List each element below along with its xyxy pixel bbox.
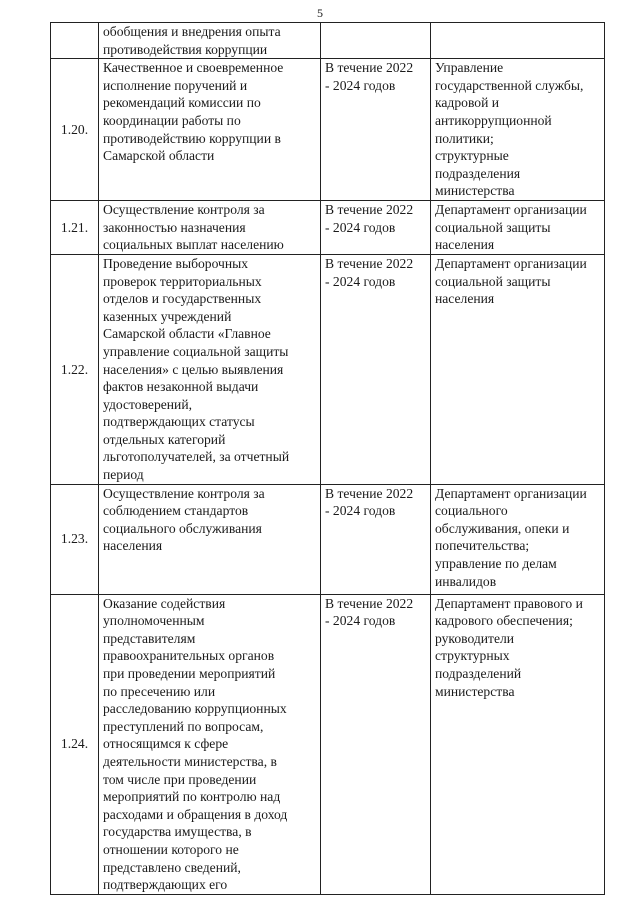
- responsible-unit-line: кадровой и: [435, 95, 500, 111]
- item-number: 1.22.: [51, 254, 99, 484]
- measure-description-line: фактов незаконной выдачи: [103, 379, 259, 395]
- measure-description-line: социального обслуживания: [103, 520, 262, 536]
- measure-description-line: расходами и обращения в доход: [103, 806, 288, 822]
- measures-table-body: [51, 23, 605, 895]
- measure-description-line: координации работы по: [103, 112, 241, 128]
- responsible-unit-line: населения: [435, 291, 495, 307]
- table-row: [51, 484, 605, 594]
- measure-description-line: отделов и государственных: [103, 291, 262, 307]
- measure-description-line: мероприятий по контролю над: [103, 789, 281, 805]
- measure-description-line: соблюдением стандартов: [103, 503, 249, 519]
- responsible-unit-line: инвалидов: [435, 573, 497, 589]
- table-row: [51, 254, 605, 484]
- measure-description-line: противодействия коррупции: [103, 41, 268, 57]
- deadline-line: - 2024 годов: [325, 219, 396, 235]
- item-number: 1.24.: [51, 594, 99, 894]
- measure-description-line: обобщения и внедрения опыта: [103, 24, 281, 39]
- deadline-line: В течение 2022: [325, 485, 414, 501]
- measure-description-line: Осуществление контроля за: [103, 201, 265, 217]
- measure-description-line: подтверждающих его: [103, 877, 228, 893]
- responsible-unit-line: министерства: [435, 683, 515, 699]
- measure-description-line: населения» с целью выявления: [103, 361, 284, 377]
- responsible-unit: [431, 594, 605, 894]
- responsible-unit: [431, 200, 605, 254]
- responsible-unit-line: Департамент организации: [435, 201, 587, 217]
- measure-description-line: противодействию коррупции в: [103, 130, 281, 146]
- responsible-unit-line: попечительства;: [435, 538, 530, 554]
- measure-description: [99, 23, 321, 59]
- measure-description-line: Самарской области: [103, 148, 215, 164]
- responsible-unit: [431, 484, 605, 594]
- responsible-unit-line: социальной защиты: [435, 273, 551, 289]
- responsible-unit-line: Департамент организации: [435, 485, 587, 501]
- deadline-line: - 2024 годов: [325, 613, 396, 629]
- measure-description-line: казенных учреждений: [103, 308, 232, 324]
- responsible-unit-line: подразделения: [435, 165, 521, 181]
- measure-description-line: Оказание содействия: [103, 595, 226, 611]
- responsible-unit-line: управление по делам: [435, 556, 557, 572]
- item-number: 1.21.: [51, 200, 99, 254]
- deadline-line: В течение 2022: [325, 201, 414, 217]
- measure-description-line: том числе при проведении: [103, 771, 257, 787]
- responsible-unit: [431, 254, 605, 484]
- measure-description-line: расследованию коррупционных: [103, 701, 287, 717]
- responsible-unit-line: Департамент организации: [435, 255, 587, 271]
- measure-description-line: населения: [103, 538, 163, 554]
- measure-description-line: государства имущества, в: [103, 824, 252, 840]
- measure-description: [99, 200, 321, 254]
- responsible-unit-line: социального: [435, 503, 508, 519]
- measure-description-line: управление социальной защиты: [103, 343, 289, 359]
- measures-table: [50, 22, 605, 895]
- page-number: 5: [317, 6, 323, 20]
- responsible-unit-line: антикоррупционной: [435, 112, 552, 128]
- measure-description-line: отдельных категорий: [103, 431, 226, 447]
- measure-description: [99, 484, 321, 594]
- deadline: [321, 23, 431, 59]
- measure-description-line: проверок территориальных: [103, 273, 262, 289]
- responsible-unit-line: Департамент правового и: [435, 595, 583, 611]
- measure-description-line: льготополучателей, за отчетный: [103, 449, 290, 465]
- measure-description: [99, 59, 321, 201]
- responsible-unit-line: структурные: [435, 148, 509, 164]
- responsible-unit-line: Управление: [435, 60, 504, 76]
- measure-description-line: Качественное и своевременное: [103, 60, 284, 76]
- measure-description: [99, 254, 321, 484]
- responsible-unit-line: населения: [435, 237, 495, 253]
- measure-description-line: Самарской области «Главное: [103, 326, 271, 342]
- responsible-unit: [431, 59, 605, 201]
- deadline-line: - 2024 годов: [325, 77, 396, 93]
- deadline: [321, 484, 431, 594]
- measure-description-line: правоохранительных органов: [103, 648, 275, 664]
- measure-description-line: относящимся к сфере: [103, 736, 229, 752]
- measure-description-line: преступлений по вопросам,: [103, 718, 264, 734]
- measure-description-line: законностью назначения: [103, 219, 246, 235]
- measure-description-line: удостоверений,: [103, 396, 193, 412]
- deadline: [321, 59, 431, 201]
- table-row: [51, 594, 605, 894]
- measure-description-line: период: [103, 467, 144, 483]
- deadline-line: В течение 2022: [325, 595, 414, 611]
- deadline-line: В течение 2022: [325, 255, 414, 271]
- measure-description-line: подтверждающих статусы: [103, 414, 255, 430]
- item-number: 1.20.: [51, 59, 99, 201]
- deadline: [321, 200, 431, 254]
- measure-description-line: представлено сведений,: [103, 859, 241, 875]
- table-row: [51, 59, 605, 201]
- item-number: [51, 23, 99, 59]
- responsible-unit-line: кадрового обеспечения;: [435, 613, 573, 629]
- deadline-line: - 2024 годов: [325, 273, 396, 289]
- responsible-unit-line: социальной защиты: [435, 219, 551, 235]
- measure-description-line: Проведение выборочных: [103, 255, 249, 271]
- measure-description-line: исполнение поручений и: [103, 77, 248, 93]
- measure-description-line: социальных выплат населению: [103, 237, 284, 253]
- measure-description-line: рекомендаций комиссии по: [103, 95, 261, 111]
- responsible-unit-line: подразделений: [435, 666, 522, 682]
- measure-description-line: деятельности министерства, в: [103, 754, 277, 769]
- deadline-line: В течение 2022: [325, 60, 414, 76]
- table-row: [51, 23, 605, 59]
- measure-description: [99, 594, 321, 894]
- responsible-unit-line: государственной службы,: [435, 77, 584, 93]
- responsible-unit-line: руководители: [435, 630, 515, 646]
- deadline-line: - 2024 годов: [325, 503, 396, 519]
- responsible-unit-line: политики;: [435, 130, 494, 146]
- measure-description-line: при проведении мероприятий: [103, 666, 276, 682]
- responsible-unit-line: министерства: [435, 183, 515, 199]
- deadline: [321, 594, 431, 894]
- measure-description-line: представителям: [103, 630, 196, 646]
- measure-description-line: отношении которого не: [103, 841, 239, 857]
- responsible-unit-line: обслуживания, опеки и: [435, 520, 570, 536]
- table-row: [51, 200, 605, 254]
- item-number: 1.23.: [51, 484, 99, 594]
- measure-description-line: Осуществление контроля за: [103, 485, 265, 501]
- deadline: [321, 254, 431, 484]
- measure-description-line: по пресечению или: [103, 683, 216, 699]
- measure-description-line: уполномоченным: [103, 613, 205, 629]
- responsible-unit-line: структурных: [435, 648, 510, 664]
- responsible-unit: [431, 23, 605, 59]
